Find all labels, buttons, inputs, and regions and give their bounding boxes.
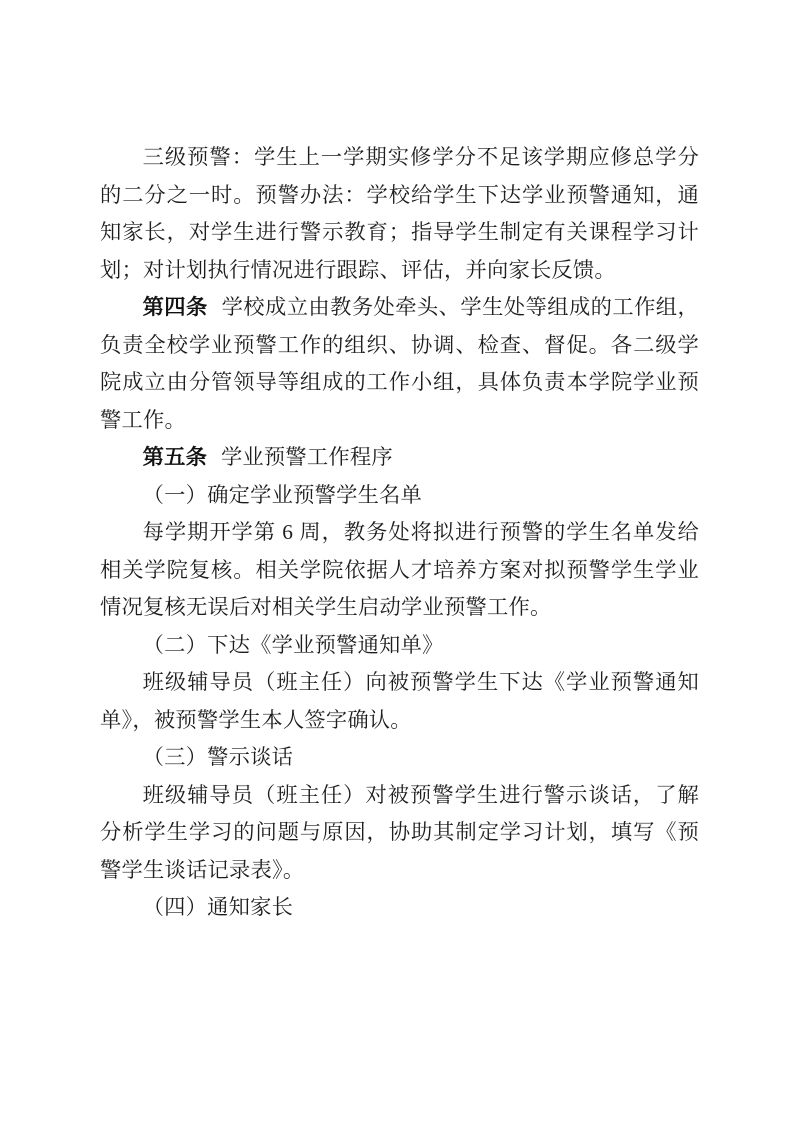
list-item-paragraph bbox=[100, 477, 699, 515]
article-number: 第四条 bbox=[142, 295, 208, 319]
paragraph-text: 学业预警工作程序 bbox=[220, 445, 393, 469]
paragraph bbox=[100, 664, 699, 739]
paragraph-text: 每学期开学第 6 周，教务处将拟进行预警的学生名单发给相关学院复核。相关学院依据人才培养方案对拟预警学生学业情况复核无误后对相关学生启动学业预警工作。 bbox=[100, 520, 699, 619]
article-paragraph bbox=[100, 289, 699, 439]
paragraph-text: （二）下达《学业预警通知单》 bbox=[142, 632, 444, 657]
paragraph bbox=[100, 139, 699, 289]
paragraph-text: （一）确定学业预警学生名单 bbox=[142, 482, 423, 507]
paragraph bbox=[100, 514, 699, 627]
list-item-paragraph bbox=[100, 627, 699, 665]
paragraph-text: （三）警示谈话 bbox=[142, 745, 294, 769]
list-item-paragraph bbox=[100, 889, 699, 927]
paragraph-text: 三级预警：学生上一学期实修学分不足该学期应修总学分的二分之一时。预警办法：学校给学生下达学业预警通知，通知家长，对学生进行警示教育；指导学生制定有关课程学习计划；对计划执行情况进行跟踪、评估，并向家长反馈。 bbox=[100, 145, 699, 282]
paragraph-text: 班级辅导员（班主任）对被预警学生进行警示谈话，了解分析学生学习的问题与原因，协助其制定学习计划，填写《预警学生谈话记录表》。 bbox=[100, 782, 699, 882]
paragraph-text: 学校成立由教务处牵头、学生处等组成的工作组，负责全校学业预警工作的组织、协调、检查、督促。各二级学院成立由分管领导等组成的工作小组，具体负责本学院学业预警工作。 bbox=[100, 295, 699, 432]
paragraph-text: 班级辅导员（班主任）向被预警学生下达《学业预警通知单》，被预警学生本人签字确认。 bbox=[100, 670, 699, 732]
list-item-paragraph bbox=[100, 739, 699, 777]
article-number: 第五条 bbox=[142, 445, 208, 469]
paragraph-text: （四）通知家长 bbox=[142, 895, 294, 919]
article-paragraph bbox=[100, 439, 699, 477]
paragraph bbox=[100, 777, 699, 890]
